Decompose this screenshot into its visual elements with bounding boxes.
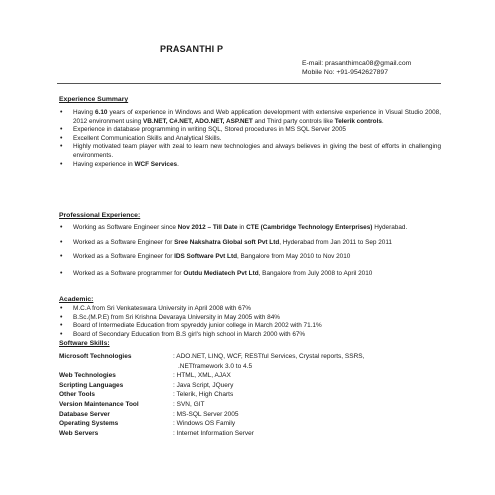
skill-value: .NETframework 3.0 to 4.5 xyxy=(178,362,253,370)
text-segment: . xyxy=(381,117,384,125)
text-segment: and Third party controls like xyxy=(252,117,335,125)
header-divider xyxy=(57,83,441,84)
list-item xyxy=(59,126,441,135)
skill-value: : Java Script, JQuery xyxy=(173,381,234,389)
text-segment: Experience in database programming in writing SQL, Stored procedures in MS SQL Server 2005 xyxy=(73,126,346,134)
bold-segment: IDS Software Pvt Ltd xyxy=(174,253,237,261)
skill-row xyxy=(59,371,446,381)
skill-row xyxy=(59,419,446,429)
academic-list xyxy=(59,305,441,339)
list-item xyxy=(59,331,441,340)
skill-row xyxy=(59,410,446,420)
text-segment: Having experience in xyxy=(73,160,135,168)
bold-segment: VB.NET, C#.NET, ADO.NET, ASP.NET xyxy=(143,117,253,125)
list-item xyxy=(59,314,441,323)
text-segment: Excellent Communication Skills and Analytical Skills. xyxy=(73,134,222,142)
software-skills-table xyxy=(59,352,446,438)
bold-segment: 6.10 xyxy=(95,109,108,116)
text-segment: , Hyderabad from Jan 2011 to Sep 2011 xyxy=(279,238,392,246)
list-item xyxy=(59,305,441,314)
text-segment: in xyxy=(237,224,247,231)
text-segment: Worked as a Software Engineer for xyxy=(73,253,175,261)
skill-key: Other Tools xyxy=(59,391,95,399)
skill-value: : MS-SQL Server 2005 xyxy=(173,410,239,418)
bullet-icon: • xyxy=(60,322,63,330)
text-segment: Board of Secondary Education from B.S girl's high school in March 2000 with 67% xyxy=(73,330,306,338)
academic-heading: Academic: xyxy=(59,296,94,303)
bullet-icon: • xyxy=(60,134,63,142)
text-segment: Worked as a Software Engineer for xyxy=(73,238,175,246)
bullet-icon: • xyxy=(60,313,63,321)
list-item xyxy=(59,239,441,248)
text-segment: Worked as a Software programmer for xyxy=(73,269,184,277)
contact-block xyxy=(302,59,411,77)
bold-segment: Outdu Mediatech Pvt Ltd xyxy=(183,269,259,277)
text-segment: , Bangalore from May 2010 to Nov 2010 xyxy=(236,253,351,261)
skill-key: Web Servers xyxy=(59,429,99,437)
list-item xyxy=(59,135,441,144)
text-segment: years of experience in Windows and Web application development with extensive experience in Visual Studio 2008, 2012 environment using xyxy=(73,109,441,125)
skill-row xyxy=(59,352,446,362)
bullet-icon: • xyxy=(60,224,63,231)
software-skills-heading: Software Skills: xyxy=(59,340,110,347)
candidate-name: PRASANTHI P xyxy=(160,44,224,54)
mobile-line: Mobile No: +91-9542627897 xyxy=(302,69,388,76)
professional-experience-list xyxy=(59,224,441,284)
bullet-icon: • xyxy=(60,126,63,134)
bullet-icon: • xyxy=(60,269,63,277)
bullet-icon: • xyxy=(60,305,63,312)
skill-key: Web Technologies xyxy=(59,372,116,380)
text-segment: Board of Intermediate Education from spyreddy junior college in March 2002 with 71.1% xyxy=(73,322,322,330)
text-segment: Having xyxy=(73,109,95,116)
bullet-icon: • xyxy=(60,330,63,338)
bullet-icon: • xyxy=(60,253,63,261)
list-item xyxy=(59,224,441,233)
bold-segment: WCF Services xyxy=(134,160,178,168)
skill-value: : Windows OS Family xyxy=(173,420,236,428)
text-segment: Working as Software Engineer since xyxy=(73,224,178,231)
list-item xyxy=(59,161,441,170)
text-segment: Highly motivated team player with zeal to learn new technologies and always believes in giving the best of efforts in challenging environments. xyxy=(73,143,441,159)
skill-key: Microsoft Technologies xyxy=(59,353,132,360)
skill-value: : ADO.NET, LINQ, WCF, RESTful Services, Crystal reports, SSRS, xyxy=(173,353,365,360)
skill-key: Database Server xyxy=(59,410,110,418)
professional-experience-heading: Professional Experience: xyxy=(59,212,141,219)
skill-key: Operating Systems xyxy=(59,420,119,428)
list-item xyxy=(59,143,441,160)
skill-key: Version Maintenance Tool xyxy=(59,400,139,408)
bullet-icon: • xyxy=(60,143,63,151)
bold-segment: CTE (Cambridge Technology Enterprises) xyxy=(246,224,373,231)
skill-row xyxy=(59,429,446,439)
text-segment: Hyderabad. xyxy=(372,224,408,231)
skill-key xyxy=(59,362,173,372)
list-item xyxy=(59,322,441,331)
email-line: E-mail: prasanthimca08@gmail.com xyxy=(302,60,412,67)
bold-segment: Sree Nakshatra Global soft Pvt Ltd xyxy=(174,238,280,246)
list-item xyxy=(59,253,441,262)
skill-row xyxy=(59,362,446,372)
skill-value: : Telerik, High Charts xyxy=(173,391,234,399)
experience-summary-heading: Experience Summary xyxy=(59,96,129,103)
bullet-icon: • xyxy=(60,238,63,246)
skill-value: : HTML, XML, AJAX xyxy=(173,372,231,380)
text-segment: . xyxy=(177,160,179,168)
bold-segment: Nov 2012 – Till Date xyxy=(177,224,238,231)
text-segment: M.C.A from Sri Venkateswara University in April 2008 with 67% xyxy=(73,305,251,312)
text-segment: , Bangalore from July 2008 to April 2010 xyxy=(258,269,373,277)
skill-value: : SVN, GIT xyxy=(173,400,205,408)
list-item xyxy=(59,270,441,279)
skill-value: : Internet Information Server xyxy=(173,429,254,437)
bold-segment: Telerik controls xyxy=(334,117,382,125)
skill-row xyxy=(59,381,446,391)
skill-key: Scripting Languages xyxy=(59,381,124,389)
text-segment: B.Sc.(M.P.E) from Sri Krishna Devaraya University in May 2005 with 84% xyxy=(73,313,280,321)
experience-summary-list xyxy=(59,109,441,169)
skill-row xyxy=(59,400,446,410)
bullet-icon: • xyxy=(60,160,63,168)
skill-row xyxy=(59,390,446,400)
list-item xyxy=(59,109,441,126)
bullet-icon: • xyxy=(60,109,63,116)
